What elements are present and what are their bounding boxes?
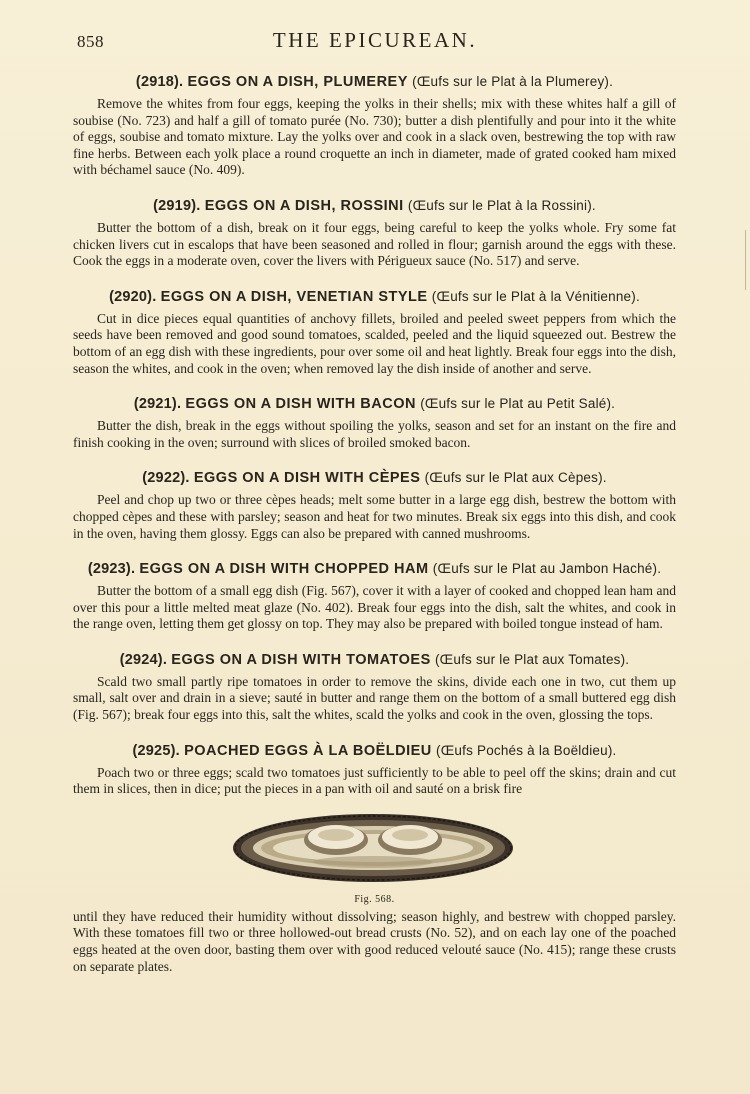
recipe-title: EGGS ON A DISH WITH CHOPPED HAM (139, 561, 429, 578)
recipe-french-title: (Œufs sur le Plat aux Tomates). (434, 651, 630, 667)
recipe-title: EGGS ON A DISH WITH TOMATOES (171, 651, 431, 668)
recipe-2923 (73, 561, 676, 633)
recipe-body: Scald two small partly ripe tomatoes in order to remove the skins, divide each one in two, cut them up small, salt over and drain in a sieve; sauté in butter and range them on the bottom of a small buttered egg dish (Fig. 567); break four eggs into this, salt the whites, scald the yolks and cook in the oven, glossing the tops. (73, 673, 676, 723)
recipe-number: (2921). (133, 396, 182, 413)
figure-caption: Fig. 568. (354, 893, 395, 905)
page-number: 858 (77, 32, 104, 51)
recipe-french-title: (Œufs sur le Plat à la Rossini). (407, 197, 596, 213)
figure-egg-dish (73, 802, 676, 892)
recipe-heading (73, 561, 676, 577)
recipe-heading (73, 198, 676, 214)
recipe-body: Butter the bottom of a dish, break on it four eggs, being careful to keep the yolks whole. Fry some fat chicken livers cut in escalops that have been seasoned and rolled in flour; garnish around the eggs with these. Cook the eggs in a moderate oven, cover the livers with Périgueux sauce (No. 517) and serve. (73, 219, 676, 269)
egg-dish-engraving (228, 802, 518, 890)
recipe-number: (2923). (87, 561, 136, 578)
recipe-number: (2925). (132, 742, 180, 759)
recipe-french-title: (Œufs sur le Plat aux Cèpes). (424, 470, 607, 486)
recipe-title: EGGS ON A DISH, PLUMEREY (187, 74, 408, 90)
page-header (0, 28, 750, 58)
recipe-2925-continued: until they have reduced their humidity without dissolving; season highly, and bestrew with chopped parsley. With these tomatoes fill two or three hollowed-out bread crusts (No. 52), and on each lay one of the poached eggs heated at the oven door, basting them over with good reduced velouté sauce (No. 415); range these crusts on separate plates. (73, 908, 676, 974)
recipe-title: EGGS ON A DISH, VENETIAN STYLE (160, 288, 428, 305)
recipe-heading (73, 396, 676, 412)
recipe-body: Peel and chop up two or three cèpes heads; melt some butter in a large egg dish, bestrew the bottom with chopped cèpes and these with parsley; season and heat for two minutes. Break six eggs into this dish, and cook in the oven, having them glossy. Eggs can also be prepared with canned mushrooms. (73, 492, 676, 541)
recipe-heading (73, 74, 676, 90)
recipe-heading (73, 289, 676, 305)
recipe-2921 (73, 396, 676, 451)
page-edge-mark (745, 230, 746, 290)
recipe-number: (2922). (142, 470, 190, 487)
recipe-title: POACHED EGGS À LA BOËLDIEU (184, 742, 432, 759)
recipe-french-title: (Œufs sur le Plat à la Plumerey). (412, 74, 614, 89)
recipe-number: (2920). (109, 288, 157, 305)
recipe-heading (73, 652, 676, 668)
recipe-title: EGGS ON A DISH WITH BACON (185, 396, 416, 413)
recipe-title: EGGS ON A DISH, ROSSINI (204, 197, 404, 214)
recipe-number: (2919). (153, 197, 201, 214)
recipe-2920 (73, 289, 676, 377)
recipe-heading (73, 470, 676, 486)
recipe-body: Cut in dice pieces equal quantities of anchovy fillets, broiled and peeled sweet peppers from which the seeds have been removed and good sound tomatoes, scalded, peeled and the liquid squeezed out. Bestrew the bottom of an egg dish with these ingredients, pour over some oil and heat lightly. Break four eggs into the dish, season the whites, and cook in the oven; when removed lay the dish inside of another and serve. (73, 310, 676, 376)
recipe-2918 (73, 74, 676, 179)
recipe-french-title: (Œufs sur le Plat au Jambon Haché). (432, 561, 662, 577)
recipe-2919 (73, 198, 676, 270)
recipe-body: Butter the dish, break in the eggs without spoiling the yolks, season and set for an instant on the fire and finish cooking in the oven; surround with slices of broiled smoked bacon. (73, 418, 676, 450)
recipe-2922 (73, 470, 676, 542)
running-title: THE EPICUREAN. (272, 28, 478, 52)
recipe-number: (2918). (135, 74, 184, 90)
recipe-2925 (73, 743, 676, 798)
recipe-title: EGGS ON A DISH WITH CÈPES (193, 470, 421, 487)
recipe-2924 (73, 652, 676, 724)
recipe-heading (73, 743, 676, 759)
recipe-body: Remove the whites from four eggs, keeping the yolks in their shells; mix with these whites half a gill of soubise (No. 723) and half a gill of tomato purée (No. 730); butter a dish plentifully and pour into it the white of eggs, soubise and tomato mixture. Lay the yolks over and cook in a slack oven, bestrewing the top with raw fine herbs. Between each yolk place a round croquette an inch in diameter, made of grated cooked ham mixed with béchamel sauce (No. 409). (73, 96, 676, 178)
recipe-body: Butter the bottom of a small egg dish (Fig. 567), cover it with a layer of cooked and chopped lean ham and over this pour a little melted meat glaze (No. 402). Break four eggs into the dish, salt the whites, and cook in the range oven, letting them get glossy on top. They may also be prepared with boiled tongue instead of ham. (73, 583, 676, 632)
recipe-french-title: (Œufs sur le Plat au Petit Salé). (420, 396, 616, 412)
recipe-number: (2924). (119, 651, 168, 668)
recipe-list (73, 74, 676, 975)
recipe-body: Poach two or three eggs; scald two tomatoes just sufficiently to be able to peel off the skins; drain and cut them in slices, then in dice; put the pieces in a pan with oil and sauté on a brisk fire (73, 764, 676, 797)
recipe-french-title: (Œufs sur le Plat à la Vénitienne). (431, 288, 640, 304)
recipe-french-title: (Œufs Pochés à la Boëldieu). (436, 742, 617, 758)
